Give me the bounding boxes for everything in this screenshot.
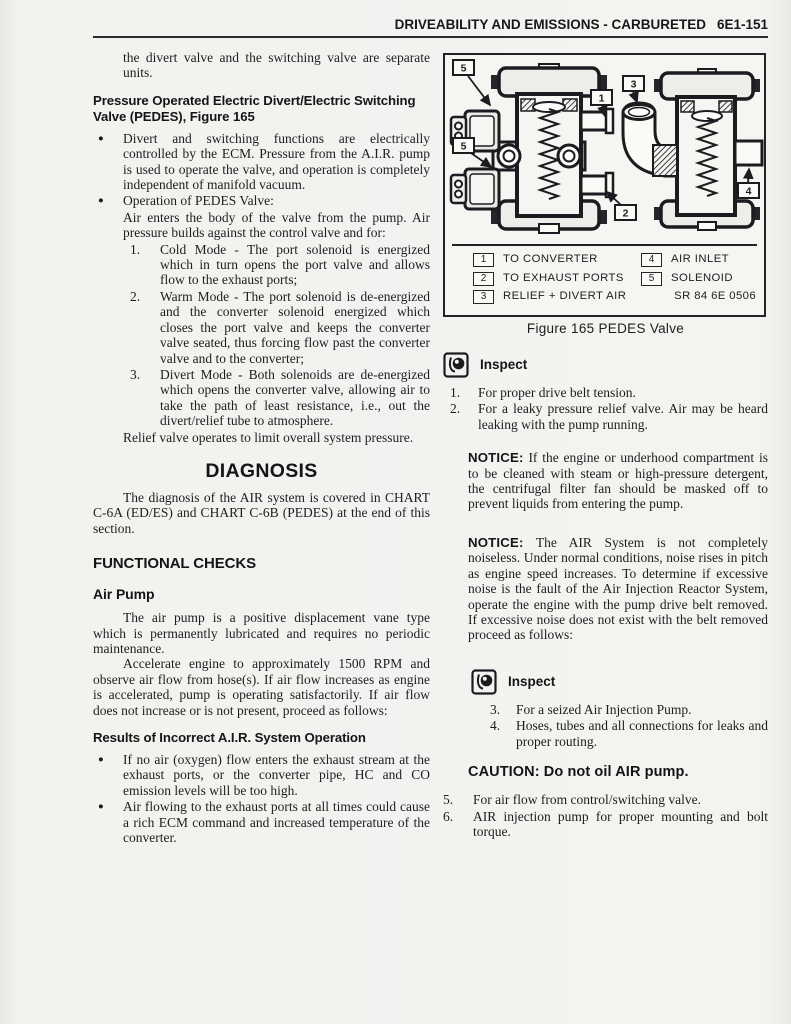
diagnosis-body: The diagnosis of the AIR system is covered in CHART C-6A (ED/ES) and CHART C-6B (PEDES) at the end of this section. <box>93 489 430 536</box>
air-pump-heading: Air Pump <box>93 586 155 603</box>
bullet-text: If no air (oxygen) flow enters the exhaust stream at the exhaust ports, or the converter pipe, HC and CO emission levels will be too high. <box>123 752 430 798</box>
item-text: Divert Mode - Both solenoids are de-energized which opens the converter valve, allowing air to take the path of least resistance, i.e., out the divert/relief tube to atmosphere. <box>160 366 430 429</box>
figure-caption: Figure 165 PEDES Valve <box>526 320 685 336</box>
figure-legend <box>445 246 764 314</box>
caution-text: CAUTION: Do not oil AIR pump. <box>468 763 689 780</box>
notice-label: NOTICE: <box>468 534 524 550</box>
inspect-steps-3-4 <box>443 702 768 749</box>
list-item <box>450 401 768 432</box>
header-rule <box>93 36 768 38</box>
inspect-label: Inspect <box>480 357 528 373</box>
svg-text:2: 2 <box>622 207 629 220</box>
item-text: For a leaky pressure relief valve. Air may be heard leaking with the pump running. <box>478 401 768 432</box>
item-text: Warm Mode - The port solenoid is de-energized and the converter solenoid energized which closes the port valve and keeps the converter valve seated, thus forcing flow past the converter valve and to the converter; <box>160 288 430 366</box>
air-pump-paragraph-1: The air pump is a positive displacement vane type which is permanently lubricated and requires no periodic maintenance. <box>93 610 430 656</box>
item-number: 1. <box>450 385 461 401</box>
legend-label: TO CONVERTER <box>503 253 598 266</box>
notice-text: The AIR System is not completely noiseless. Under normal conditions, noise rises in pitch as engine speed increases. To determine if excessive noise is the fault of the Air Injection Reactor System, operate the engine with the pump drive belt removed. If excessive noise does not exist with the belt removed proceed as follows: <box>468 534 768 643</box>
notice-text: If the engine or underhood compartment is to be cleaned with steam or high-pressure detergent, the centrifugal filter fan should be masked off to prevent liquids from entering the pump. <box>468 450 768 512</box>
legend-label: RELIEF + DIVERT AIR <box>503 290 627 303</box>
notice-label: NOTICE: <box>468 450 524 466</box>
callout-relief-divert <box>623 76 644 102</box>
item-number: 4. <box>490 718 501 734</box>
legend-column-right <box>641 252 756 307</box>
inspect-icon <box>443 352 469 378</box>
list-item-divert-mode <box>130 367 430 429</box>
mode-list <box>130 242 430 429</box>
legend-number-box: 4 <box>641 253 662 267</box>
inspect-steps-1-2 <box>443 385 768 432</box>
header-title: DRIVEABILITY AND EMISSIONS - CARBURETED <box>394 17 706 32</box>
column-right <box>443 53 768 841</box>
inspect-row-1 <box>443 352 768 378</box>
item-text: For air flow from control/switching valve. <box>473 792 701 808</box>
legend-label: TO EXHAUST PORTS <box>503 271 624 284</box>
item-number: 3. <box>130 366 141 382</box>
item-text: AIR injection pump for proper mounting and bolt torque. <box>473 808 768 840</box>
column-left <box>93 50 430 846</box>
svg-text:1: 1 <box>598 92 605 105</box>
item-number: 5. <box>443 792 454 808</box>
valve-right <box>623 69 762 230</box>
item-text: For proper drive belt tension. <box>478 385 636 401</box>
list-item-cold-mode <box>130 242 430 288</box>
inspect-row-2 <box>471 669 768 695</box>
functional-checks-heading: FUNCTIONAL CHECKS <box>93 555 257 573</box>
legend-number-box: 1 <box>473 253 494 267</box>
legend-entry <box>641 252 756 267</box>
legend-label: SOLENOID <box>671 271 733 284</box>
bullet-text: Operation of PEDES Valve: <box>123 193 274 209</box>
item-number: 2. <box>130 288 141 304</box>
legend-label: AIR INLET <box>671 253 730 266</box>
list-item <box>443 809 768 840</box>
legend-entry <box>473 252 641 267</box>
results-heading: Results of Incorrect A.I.R. System Operation <box>93 730 366 745</box>
intro-paragraph: the divert valve and the switching valve are separate units. <box>123 50 430 81</box>
svg-text:3: 3 <box>630 78 637 91</box>
air-pump-paragraph-2: Accelerate engine to approximately 1500 RPM and observe air flow from hose(s). If air flow increases as engine is accelerated, pump is operating satisfactorily. If air flow does not increase or is not present, proceed as follows: <box>93 656 430 718</box>
bullet-no-air-flow <box>93 752 430 798</box>
legend-entry <box>473 271 641 286</box>
steps-5-6 <box>443 792 768 839</box>
figure-ref-code: SR 84 6E 0506 <box>674 290 756 303</box>
item-text: Cold Mode - The port solenoid is energized which in turn opens the port valve and allows flow to the exhaust ports; <box>160 241 430 288</box>
list-item <box>450 385 768 400</box>
legend-entry <box>473 289 641 304</box>
bullet-text: Divert and switching functions are electrically controlled by the ECM. Pressure from the A.I.R. pump is used to operate the valve, and operation is completely independent of manifold vacuum. <box>123 130 430 193</box>
valve-cap <box>533 102 565 112</box>
legend-entry <box>641 271 756 286</box>
notice-cleaning <box>468 450 768 512</box>
callout-to-exhaust <box>607 192 636 220</box>
list-item <box>443 792 768 807</box>
list-item <box>490 702 768 717</box>
item-number: 2. <box>450 401 461 417</box>
item-text: Hoses, tubes and all connections for leaks and proper routing. <box>516 718 768 749</box>
diagnosis-heading: DIAGNOSIS <box>205 459 318 482</box>
pedes-heading: Pressure Operated Electric Divert/Electric Switching Valve (PEDES), Figure 165 <box>93 92 416 124</box>
item-number: 1. <box>130 241 141 257</box>
page-header <box>93 17 768 32</box>
page-number: 6E1-151 <box>716 17 768 32</box>
list-item-warm-mode <box>130 289 430 366</box>
item-number: 3. <box>490 701 501 717</box>
pedes-valve-diagram <box>445 55 764 241</box>
notice-noise <box>468 535 768 643</box>
bullet-text: Air flowing to the exhaust ports at all times could cause a rich ECM command and increased temperature of the converter. <box>123 799 430 846</box>
bullet-operation <box>93 193 430 208</box>
figure-box <box>443 53 766 317</box>
solenoid-bottom <box>451 169 499 209</box>
list-item <box>490 718 768 749</box>
valve-left <box>451 64 613 233</box>
callout-solenoid-top <box>453 60 490 105</box>
item-text: For a seized Air Injection Pump. <box>516 701 692 717</box>
svg-text:5: 5 <box>460 62 467 75</box>
legend-number-box: 3 <box>473 290 494 304</box>
callout-air-inlet <box>738 169 759 198</box>
inspect-icon <box>471 669 497 695</box>
legend-number-box: 5 <box>641 272 662 286</box>
operation-body: Air enters the body of the valve from the pump. Air pressure builds against the control valve and for: <box>123 209 430 241</box>
bullet-air-flowing <box>93 799 430 845</box>
inspect-label: Inspect <box>508 674 556 690</box>
item-number: 6. <box>443 808 454 824</box>
bullet-divert-functions <box>93 131 430 193</box>
pipe-air-inlet <box>735 141 762 165</box>
svg-text:4: 4 <box>745 185 752 198</box>
relief-paragraph: Relief valve operates to limit overall system pressure. <box>123 429 414 445</box>
legend-column-left <box>473 252 641 307</box>
svg-text:5: 5 <box>460 140 467 153</box>
legend-number-box: 2 <box>473 272 494 286</box>
